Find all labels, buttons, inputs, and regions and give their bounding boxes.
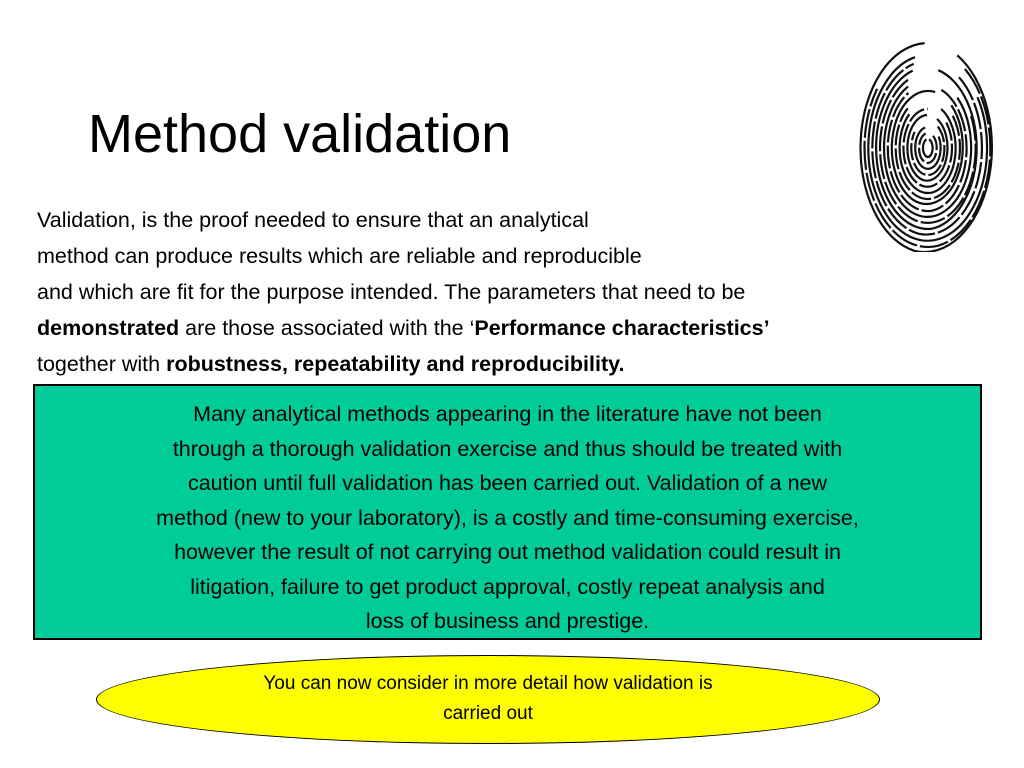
intro-bold-demonstrated: demonstrated — [37, 316, 180, 340]
intro-line-5-text: together with — [37, 352, 167, 376]
callout-box — [33, 384, 982, 640]
intro-line-4-text: are those associated with the ‘ — [179, 316, 475, 340]
intro-paragraph — [37, 202, 1022, 382]
intro-line-5 — [37, 346, 1022, 382]
callout-line-1: Many analytical methods appearing in the literature have not been — [193, 402, 822, 426]
fingerprint-ridge — [923, 139, 933, 157]
callout-line-5: however the result of not carrying out method validation could result in — [174, 540, 841, 564]
intro-line-2: method can produce results which are reliable and reproducible — [37, 244, 642, 268]
fingerprint-ridge — [919, 134, 937, 163]
intro-bold-performance: Performance characteristics’ — [474, 316, 770, 340]
note-line-2: carried out — [443, 702, 533, 724]
intro-line-4 — [37, 310, 1022, 346]
intro-line-1: Validation, is the proof needed to ensure that an analytical — [37, 208, 589, 232]
intro-bold-robustness: robustness, repeatability and reproducibility. — [166, 352, 625, 376]
callout-line-3: caution until full validation has been carried out. Validation of a new — [187, 471, 828, 495]
note-ellipse — [96, 655, 880, 744]
callout-line-7: loss of business and prestige. — [365, 609, 650, 633]
callout-line-4: method (new to your laboratory), is a costly and time-consuming exercise, — [156, 505, 859, 530]
callout-line-6: litigation, failure to get product approval, costly repeat analysis and — [190, 574, 825, 599]
note-line-1: You can now consider in more detail how validation is — [263, 672, 713, 694]
intro-line-3: and which are fit for the purpose intended. The parameters that need to be — [37, 280, 746, 304]
slide-title: Method validation — [88, 104, 512, 164]
callout-line-2: through a thorough validation exercise and thus should be treated with — [172, 436, 843, 461]
